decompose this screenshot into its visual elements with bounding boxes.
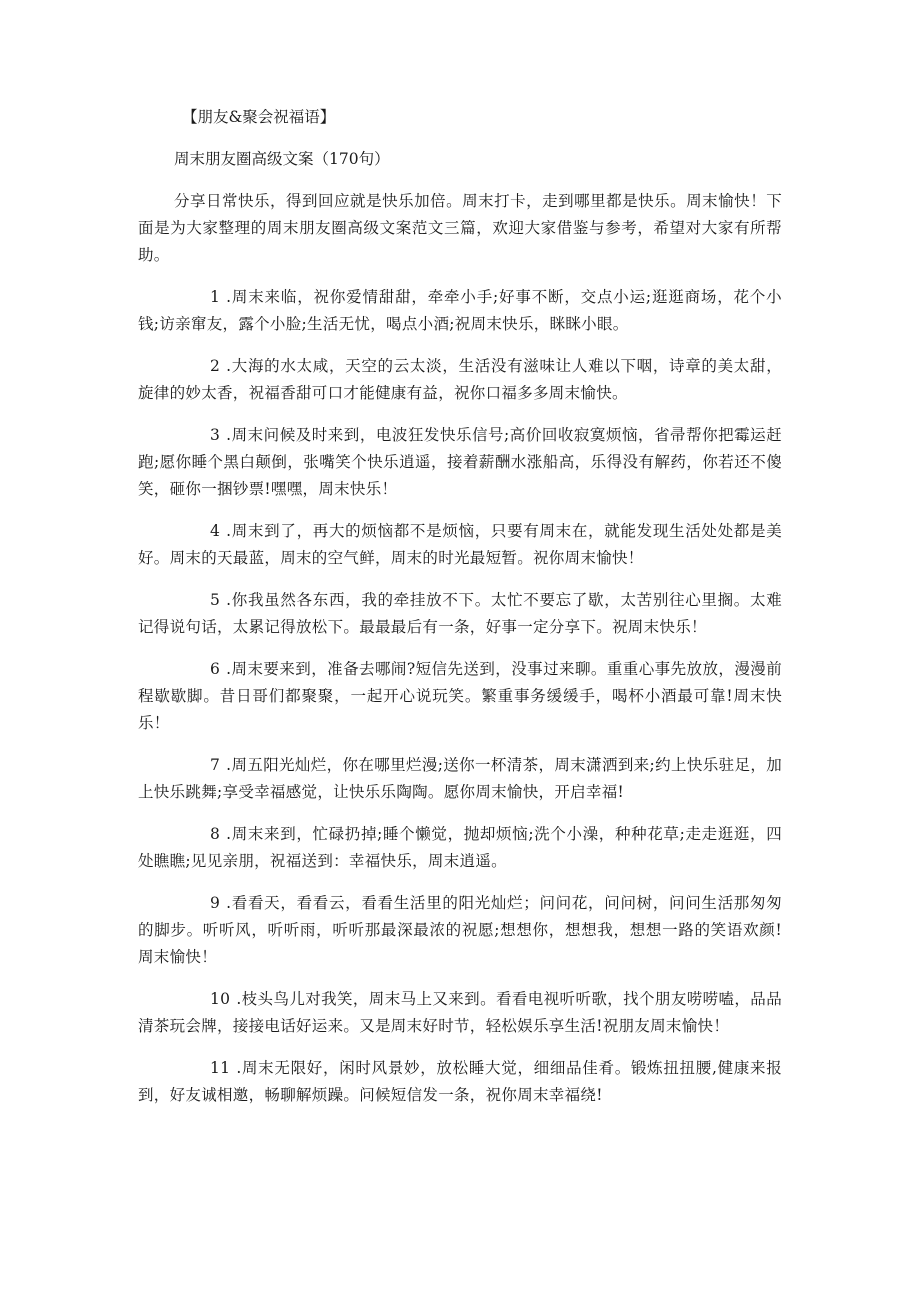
item-text: .周末来到，忙碌扔掉;睡个懒觉，抛却烦恼;洗个小澡，种种花草;走走逛逛，四处瞧瞧;见见亲朋，祝福送到：幸福快乐，周末逍遥。 [138,825,782,870]
list-item [138,1055,782,1109]
list-item [138,518,782,572]
list-item [138,422,782,503]
document-subtitle: 周末朋友圈高级文案（170句） [174,150,390,168]
item-number: 9 [210,894,221,912]
document-title: 【朋友&聚会祝福语】 [182,108,336,126]
item-number: 1 [210,288,221,306]
list-item [138,752,782,806]
intro-paragraph: 分享日常快乐，得到回应就是快乐加倍。周末打卡，走到哪里都是快乐。周末愉快！下面是为大家整理的周末朋友圈高级文案范文三篇，欢迎大家借鉴与参考，希望对大家有所帮助。 [138,192,782,264]
list-item [138,284,782,338]
list-item [138,986,782,1040]
item-number: 7 [210,756,221,774]
item-text: .周五阳光灿烂，你在哪里烂漫;送你一杯清茶，周末潇洒到来;约上快乐驻足，加上快乐跳舞;享受幸福感觉，让快乐乐陶陶。愿你周末愉快，开启幸福! [138,756,782,801]
item-text: .你我虽然各东西，我的牵挂放不下。太忙不要忘了歇，太苦别往心里搁。太难记得说句话，太累记得放松下。最最最后有一条，好事一定分享下。祝周末快乐！ [138,591,782,636]
item-number: 10 [210,990,231,1008]
list-item [138,353,782,407]
item-text: .周末来临，祝你爱情甜甜，牵牵小手;好事不断，交点小运;逛逛商场，花个小钱;访亲窜友，露个小脸;生活无忧，喝点小酒;祝周末快乐，眯眯小眼。 [138,288,782,333]
item-text: .周末无限好，闲时风景妙，放松睡大觉，细细品佳肴。锻炼扭扭腰,健康来报到，好友诚相邀，畅聊解烦躁。问候短信发一条，祝你周末幸福绕! [138,1059,782,1104]
item-number: 11 [210,1059,231,1077]
item-number: 2 [210,357,221,375]
item-text: .枝头鸟儿对我笑，周末马上又来到。看看电视听听歌，找个朋友唠唠嗑，品品清茶玩会牌，接接电话好运来。又是周末好时节，轻松娱乐享生活!祝朋友周末愉快！ [138,990,782,1035]
item-text: .周末问候及时来到，电波狂发快乐信号;高价回收寂寞烦恼，省帚帮你把霉运赶跑;愿你睡个黑白颠倒，张嘴笑个快乐逍遥，接着薪酬水涨船高，乐得没有解药，你若还不傻笑，砸你一捆钞票!嘿嘿，周末快乐！ [138,426,782,498]
item-text: .周末要来到，准备去哪闹?短信先送到，没事过来聊。重重心事先放放，漫漫前程歇歇脚。昔日哥们都聚聚，一起开心说玩笑。繁重事务缓缓手，喝杯小酒最可靠!周末快乐！ [138,660,782,732]
item-text: .看看天，看看云，看看生活里的阳光灿烂；问问花，问问树，问问生活那匆匆的脚步。听听风，听听雨，听听那最深最浓的祝愿;想想你，想想我，想想一路的笑语欢颜!周末愉快！ [138,894,782,966]
item-text: .大海的水太咸，天空的云太淡，生活没有滋味让人难以下咽，诗章的美太甜，旋律的妙太香，祝福香甜可口才能健康有益，祝你口福多多周末愉快。 [138,357,782,402]
item-number: 8 [210,825,221,843]
list-item [138,821,782,875]
list-item [138,656,782,737]
item-number: 3 [210,426,221,444]
document-body [138,104,782,1124]
list-item [138,890,782,971]
item-number: 4 [210,522,221,540]
item-number: 5 [210,591,221,609]
list-item [138,587,782,641]
item-number: 6 [210,660,221,678]
item-text: .周末到了，再大的烦恼都不是烦恼，只要有周末在，就能发现生活处处都是美好。周末的天最蓝，周末的空气鲜，周末的时光最短暂。祝你周末愉快！ [138,522,782,567]
